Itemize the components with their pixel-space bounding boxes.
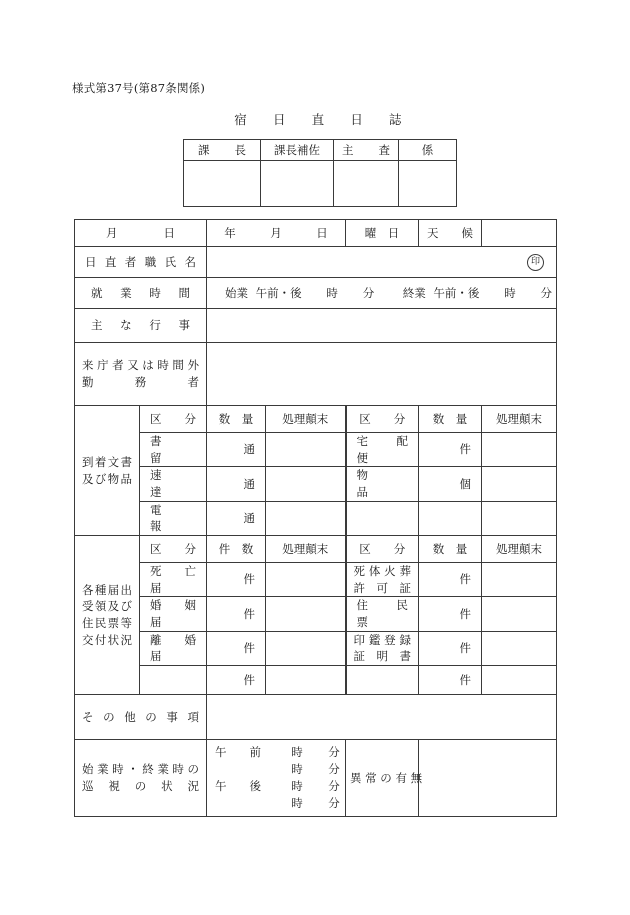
title-char-3: 直	[311, 112, 325, 127]
notif-left-category-3[interactable]	[140, 666, 207, 695]
patrol-label: 始業時・終業時の 巡 視 の 状 況	[75, 740, 207, 817]
weather-value-field[interactable]	[482, 220, 557, 247]
arrived-left-disposition-2[interactable]	[266, 501, 346, 535]
patrol-pm-label: 午 後	[215, 779, 261, 794]
notif-left-count-0[interactable]: 件	[207, 563, 266, 597]
main-events-row	[75, 309, 557, 343]
arrived-right-category-0: 宅 配 便	[346, 433, 419, 467]
notif-left-category-1: 婚 姻 届	[140, 597, 207, 631]
notif-left-disposition-2[interactable]	[266, 631, 346, 665]
table-row	[75, 666, 557, 695]
weather-label: 天 候	[419, 220, 482, 247]
approval-cell-section-chief[interactable]	[184, 161, 261, 207]
page-title	[183, 110, 453, 128]
arrived-left-unit-2[interactable]: 通	[207, 501, 266, 535]
arrived-left-unit-0[interactable]: 通	[207, 433, 266, 467]
weekday-label: 曜 日	[346, 220, 419, 247]
notif-left-count-3[interactable]: 件	[207, 666, 266, 695]
visitors-value-field[interactable]	[207, 343, 557, 406]
form-number: 様式第37号(第87条関係)	[72, 81, 206, 95]
arrived-left-disposition-0[interactable]	[266, 433, 346, 467]
notif-right-header-quantity: 数 量	[419, 536, 482, 563]
notif-right-category-0: 死 体 火 葬 許 可 証	[346, 563, 419, 597]
notif-left-category-2: 離 婚 届	[140, 631, 207, 665]
work-hours-label: 就 業 時 間	[75, 278, 207, 309]
start-work-label: 始業	[225, 285, 248, 300]
start-hour-unit: 時	[326, 285, 338, 300]
main-events-value-field[interactable]	[207, 309, 557, 343]
start-minute-unit: 分	[362, 285, 375, 300]
approval-col-inspector: 主 査	[334, 140, 399, 161]
patrol-minute-unit-3: 分	[328, 796, 340, 811]
arrived-right-disposition-0[interactable]	[482, 433, 557, 467]
visitors-row	[75, 343, 557, 406]
patrol-hour-unit-1: 時	[291, 762, 303, 777]
arrived-left-category-1: 速 達	[140, 467, 207, 501]
end-work-label: 終業	[402, 285, 426, 300]
approval-col-deputy-chief: 課長補佐	[261, 140, 334, 161]
title-char-4: 日	[350, 112, 364, 127]
notif-left-header-category: 区 分	[140, 536, 207, 563]
arrived-right-header-category: 区 分	[346, 406, 419, 433]
notif-left-count-1[interactable]: 件	[207, 597, 266, 631]
approval-col-section-chief: 課 長	[184, 140, 261, 161]
arrived-right-category-1: 物 品	[346, 467, 419, 501]
duty-officer-row	[75, 247, 557, 278]
notif-right-quantity-2[interactable]: 件	[419, 631, 482, 665]
approval-signature-row	[184, 161, 457, 207]
notif-right-quantity-1[interactable]: 件	[419, 597, 482, 631]
month-day-label	[75, 220, 207, 247]
end-hour-unit: 時	[504, 285, 516, 300]
approval-cell-deputy-chief[interactable]	[261, 161, 334, 207]
end-minute-unit: 分	[540, 285, 552, 300]
patrol-row	[75, 740, 557, 817]
table-row	[75, 563, 557, 597]
other-matters-label: そ の 他 の 事 項	[75, 695, 207, 740]
duty-officer-value-field[interactable]	[207, 247, 557, 278]
table-row	[75, 501, 557, 535]
table-row	[75, 467, 557, 501]
approval-header-row	[184, 140, 457, 161]
title-char-5: 誌	[389, 112, 402, 127]
approval-stamp-table	[183, 139, 457, 207]
notif-left-count-2[interactable]: 件	[207, 631, 266, 665]
patrol-hour-unit-0: 時	[291, 745, 303, 760]
notif-left-category-0: 死 亡 届	[140, 563, 207, 597]
arrived-left-header-quantity: 数 量	[207, 406, 266, 433]
arrived-documents-label: 到着文書 及び物品	[75, 406, 140, 536]
notif-right-category-3[interactable]	[346, 666, 419, 695]
notif-right-disposition-2[interactable]	[482, 631, 557, 665]
date-header-row	[75, 220, 557, 247]
arrived-right-header-disposition: 処理顛末	[482, 406, 557, 433]
patrol-hour-unit-3: 時	[291, 796, 303, 811]
notif-right-disposition-0[interactable]	[482, 563, 557, 597]
notif-right-disposition-1[interactable]	[482, 597, 557, 631]
notif-left-header-disposition: 処理顛末	[266, 536, 346, 563]
arrived-left-category-2: 電 報	[140, 501, 207, 535]
patrol-time-fields[interactable]	[207, 740, 346, 817]
notif-right-disposition-3[interactable]	[482, 666, 557, 695]
notif-right-header-disposition: 処理顛末	[482, 536, 557, 563]
notif-right-category-1: 住 民 票	[346, 597, 419, 631]
date-input-field[interactable]	[207, 220, 346, 247]
other-matters-row	[75, 695, 557, 740]
patrol-minute-unit-0: 分	[328, 745, 340, 760]
duty-officer-label: 日 直 者 職 氏 名	[75, 247, 207, 278]
arrived-right-unit-0[interactable]: 件	[419, 433, 482, 467]
approval-cell-inspector[interactable]	[334, 161, 399, 207]
seal-icon: 印	[527, 254, 544, 271]
approval-cell-clerk[interactable]	[399, 161, 457, 207]
arrived-right-unit-2[interactable]	[419, 501, 482, 535]
arrived-left-unit-1[interactable]: 通	[207, 467, 266, 501]
duty-log-table	[74, 219, 557, 817]
arrived-left-category-0: 書 留	[140, 433, 207, 467]
arrived-right-disposition-2[interactable]	[482, 501, 557, 535]
arrived-left-header-category: 区 分	[140, 406, 207, 433]
end-ampm-toggle[interactable]: 午前・後	[433, 285, 480, 300]
abnormal-status-value-field[interactable]	[419, 740, 557, 817]
notif-right-quantity-0[interactable]: 件	[419, 563, 482, 597]
notifications-header-row	[75, 536, 557, 563]
start-ampm-toggle[interactable]: 午前・後	[255, 285, 302, 300]
notif-left-header-count: 件 数	[207, 536, 266, 563]
title-char-1: 宿	[234, 112, 247, 127]
arrived-right-unit-1[interactable]: 個	[419, 467, 482, 501]
patrol-minute-unit-1: 分	[328, 762, 340, 777]
abnormal-status-label: 異 常 の 有 無	[346, 740, 419, 817]
arrived-left-disposition-1[interactable]	[266, 467, 346, 501]
table-row	[75, 433, 557, 467]
work-hours-fields[interactable]	[207, 278, 557, 309]
notif-right-quantity-3[interactable]: 件	[419, 666, 482, 695]
notifications-label: 各種届出 受領及び 住民票等 交付状況	[75, 536, 140, 695]
arrived-right-header-quantity: 数 量	[419, 406, 482, 433]
arrived-right-disposition-1[interactable]	[482, 467, 557, 501]
table-row	[75, 631, 557, 665]
other-matters-value-field[interactable]	[207, 695, 557, 740]
patrol-minute-unit-2: 分	[328, 779, 340, 794]
title-char-2: 日	[272, 112, 286, 127]
notif-left-disposition-1[interactable]	[266, 597, 346, 631]
arrived-left-header-disposition: 処理顛末	[266, 406, 346, 433]
notif-left-disposition-0[interactable]	[266, 563, 346, 597]
arrived-right-category-2[interactable]	[346, 501, 419, 535]
month-day-label-text: 月 日	[106, 225, 175, 240]
work-hours-row	[75, 278, 557, 309]
notif-right-header-category: 区 分	[346, 536, 419, 563]
visitors-label: 来庁者又は時間外 勤 務 者	[75, 343, 207, 406]
arrived-documents-header-row	[75, 406, 557, 433]
patrol-am-label: 午 前	[215, 745, 261, 760]
main-events-label: 主 な 行 事	[75, 309, 207, 343]
table-row	[75, 597, 557, 631]
patrol-hour-unit-2: 時	[291, 779, 303, 794]
notif-right-category-2: 印 鑑 登 録 証 明 書	[346, 631, 419, 665]
patrol-time-grid	[207, 741, 345, 815]
approval-col-clerk: 係	[399, 140, 457, 161]
notif-left-disposition-3[interactable]	[266, 666, 346, 695]
date-field-text: 年 月 日	[224, 225, 328, 240]
